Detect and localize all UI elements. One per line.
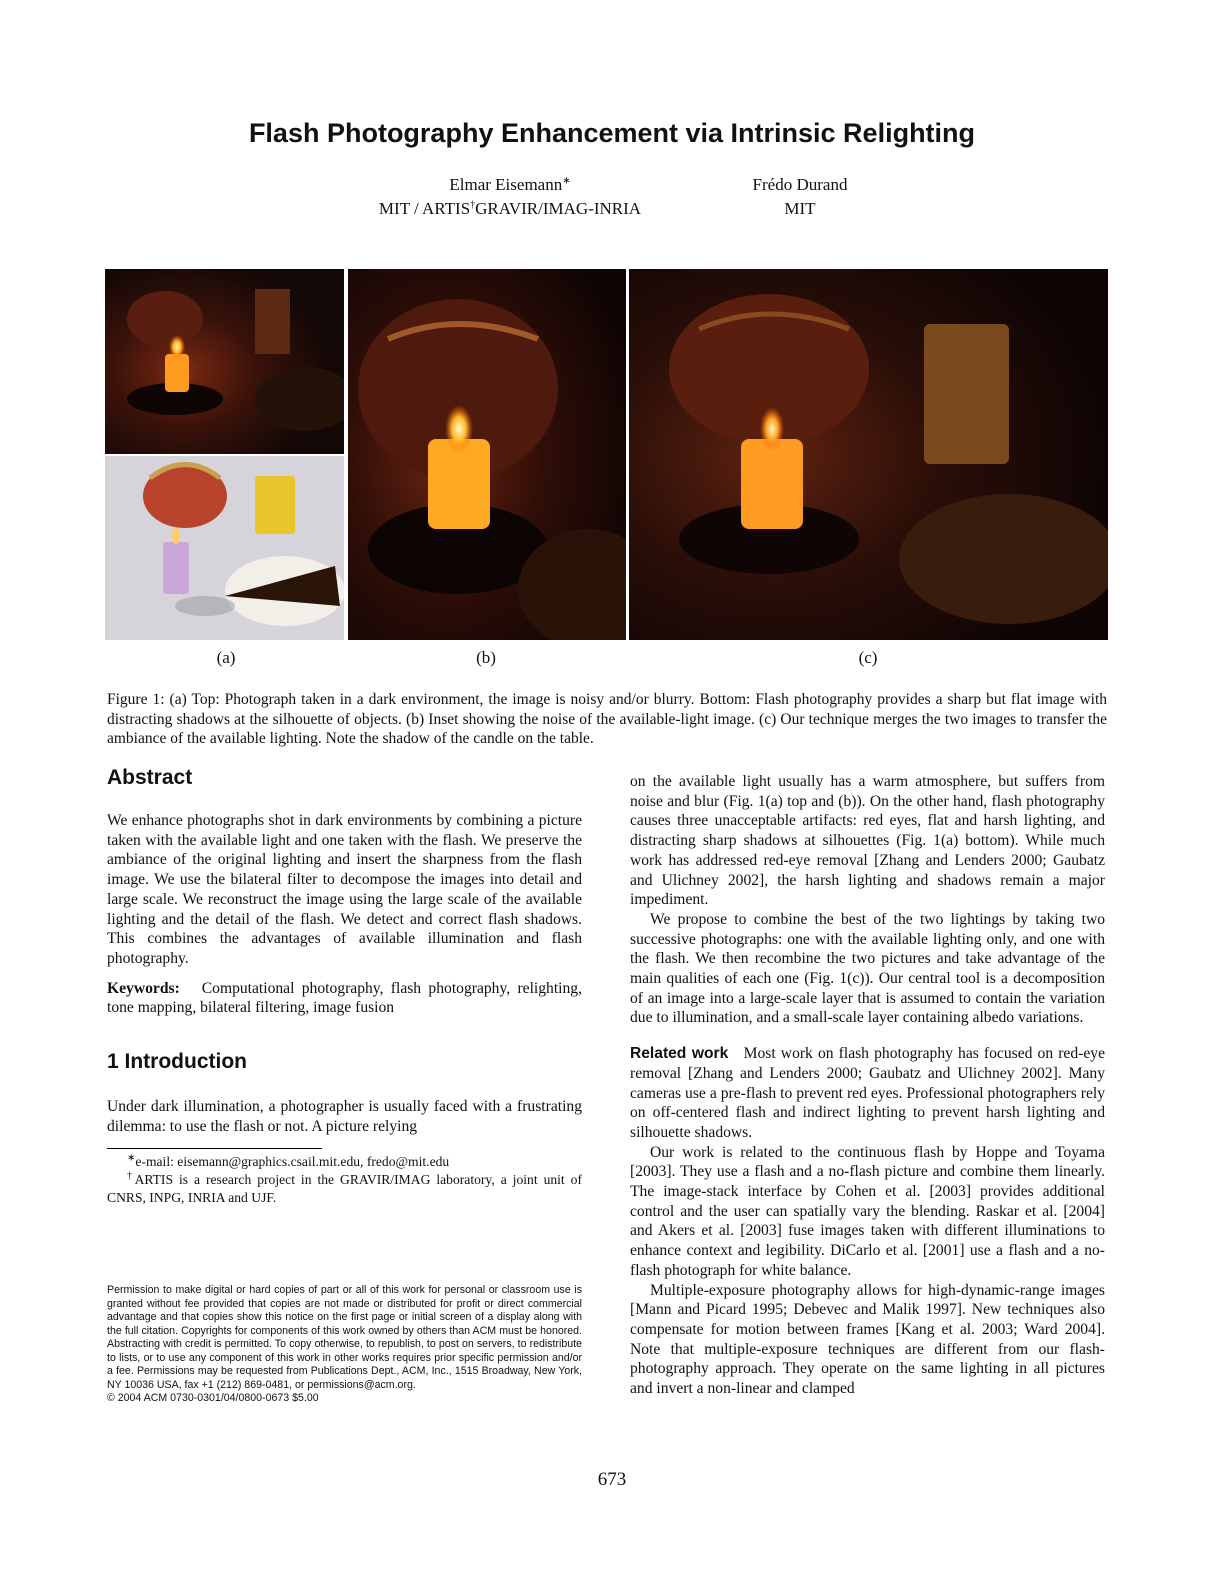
related-work-paragraph-3: Multiple-exposure photography allows for high-dynamic-range images [Mann and Picard 1995; Debevec and Malik 1997]. New techniques also compensate for motion between frames [Kang et al. 2003; Ward 2004]. Note that multiple-exposure techniques are different from our flash-photography approach. They operate on the same lighting in all pictures and invert a non-linear and clamped [630,1281,1105,1398]
figure-caption: Figure 1: (a) Top: Photograph taken in a dark environment, the image is noisy and/or blurry. Bottom: Flash photography provides a sharp but flat image with distracting shadows at the silhouette of objects. (b) Inset showing the noise of the available-light image. (c) Our technique merges the two images to transfer the ambiance of the available lighting. Note the shadow of the candle on the table. [107,691,1107,747]
intro-paragraph-2: We propose to combine the best of the two lightings by taking two successive photographs: one with the available lighting only, and one with the flash. We then recombine the two pictures and take advantage of the main qualities of each one (Fig. 1(c)). Our central tool is a decomposition of an image into a large-scale layer that is assumed to contain the variation due to illumination, and a small-scale layer containing albedo variations. [630,910,1105,1027]
figure-label-c: (c) [858,648,878,667]
footnote-1: e-mail: eisemann@graphics.csail.mit.edu, fredo@mit.edu [135,1154,450,1169]
author-1-mark: ∗ [562,175,571,187]
author-1-name: Elmar Eisemann [449,175,563,194]
abstract-text: We enhance photographs shot in dark environments by combining a picture taken with the available light and one taken with the flash. We preserve the ambiance of the original lighting and insert the sharpness from the flash image. We use the bilateral filter to decompose the images into detail and large scale. We reconstruct the image using the large scale of the available lighting and the detail of the flash. We detect and correct flash shadows. This combines the advantages of available illumination and flash photography. [107,812,582,967]
intro-continuation: on the available light usually has a warm atmosphere, but suffers from noise and blur (Fig. 1(a) top and (b)). On the other hand, flash photography causes three unacceptable artifacts: red eyes, flat and harsh lighting, and distracting sharp shadows at silhouettes (Fig. 1(a) bottom). While much work has addressed red-eye removal [Zhang and Lenders 2000; Gaubatz and Ulichney 2002], the harsh lighting and shadows remain a major impediment. [630,773,1105,909]
footnote-2-mark: † [127,1170,135,1182]
figure-1a-bottom-image [105,456,344,640]
author-2 [700,173,900,221]
figure-1c-image [629,269,1108,640]
author-2-name: Frédo Durand [752,175,848,194]
author-1 [340,173,680,221]
related-work-heading: Related work [630,1045,729,1063]
introduction-paragraph: Under dark illumination, a photographer is usually faced with a frustrating dilemma: to use the flash or not. A picture relying [107,1098,582,1135]
permission-notice [107,1284,582,1406]
author-1-affiliation-mark: † [470,199,476,211]
footnotes [107,1153,582,1207]
author-1-affiliation-a: MIT / ARTIS [378,199,471,218]
introduction-heading: 1 Introduction [107,1050,247,1073]
author-1-affiliation-b: GRAVIR/IMAG-INRIA [475,199,642,218]
right-column [630,772,1105,1399]
figure-label-a: (a) [216,648,236,667]
keywords [107,979,582,1018]
abstract-heading: Abstract [107,766,193,789]
keywords-text: Computational photography, flash photography, relighting, tone mapping, bilateral filtering, image fusion [107,979,582,1017]
introduction-body [107,1097,582,1136]
related-work-paragraph-1 [630,1044,1105,1143]
figure-1b-image [348,269,626,640]
copyright-line: © 2004 ACM 0730-0301/04/0800-0673 $5.00 [107,1392,319,1404]
figure-1a-top-image [105,269,344,454]
footnote-1-mark: ∗ [127,1152,136,1164]
keywords-label: Keywords: [107,979,180,997]
paper-title: Flash Photography Enhancement via Intrinsic Relighting [248,118,976,148]
author-2-affiliation: MIT [784,199,816,218]
related-work-paragraph-2: Our work is related to the continuous flash by Hoppe and Toyama [2003]. They use a flash and a no-flash picture and combine them linearly. The image-stack interface by Cohen et al. [2003] provides additional control and the user can spatially vary the blending. Raskar et al. [2004] and Akers et al. [2003] fuse images taken with different illuminations to enhance context and legibility. DiCarlo et al. [2001] use a flash and a no-flash photograph for white balance. [630,1143,1105,1279]
footnote-2: ARTIS is a research project in the GRAVIR/IMAG laboratory, a joint unit of CNRS, INPG, INRIA and UJF. [107,1172,582,1205]
related-work-text-1: Most work on flash photography has focused on red-eye removal [Zhang and Lenders 2000; Gaubatz and Ulichney 2002]. Many cameras use a pre-flash to prevent red eyes. Professional photographers rely on off-centered flash and indirect lighting to prevent harsh lighting and silhouette shadows. [630,1045,1105,1141]
figure-label-b: (b) [476,648,496,667]
footnote-rule [107,1148,322,1149]
abstract-body [107,811,582,1018]
permission-text: Permission to make digital or hard copies of part or all of this work for personal or classroom use is granted without fee provided that copies are not made or distributed for profit or direct commercial advantage and that copies show this notice on the first page or initial screen of a display along with the full citation. Copyrights for components of this work owned by others than ACM must be honored. Abstracting with credit is permitted. To copy otherwise, to republish, to post on servers, to redistribute to lists, or to use any component of this work in other works requires prior specific permission and/or a fee. Permissions may be requested from Publications Dept., ACM, Inc., 1515 Broadway, New York, NY 10036 USA, fax +1 (212) 869-0481, or permissions@acm.org. [107,1284,582,1391]
page-number: 673 [597,1469,627,1490]
